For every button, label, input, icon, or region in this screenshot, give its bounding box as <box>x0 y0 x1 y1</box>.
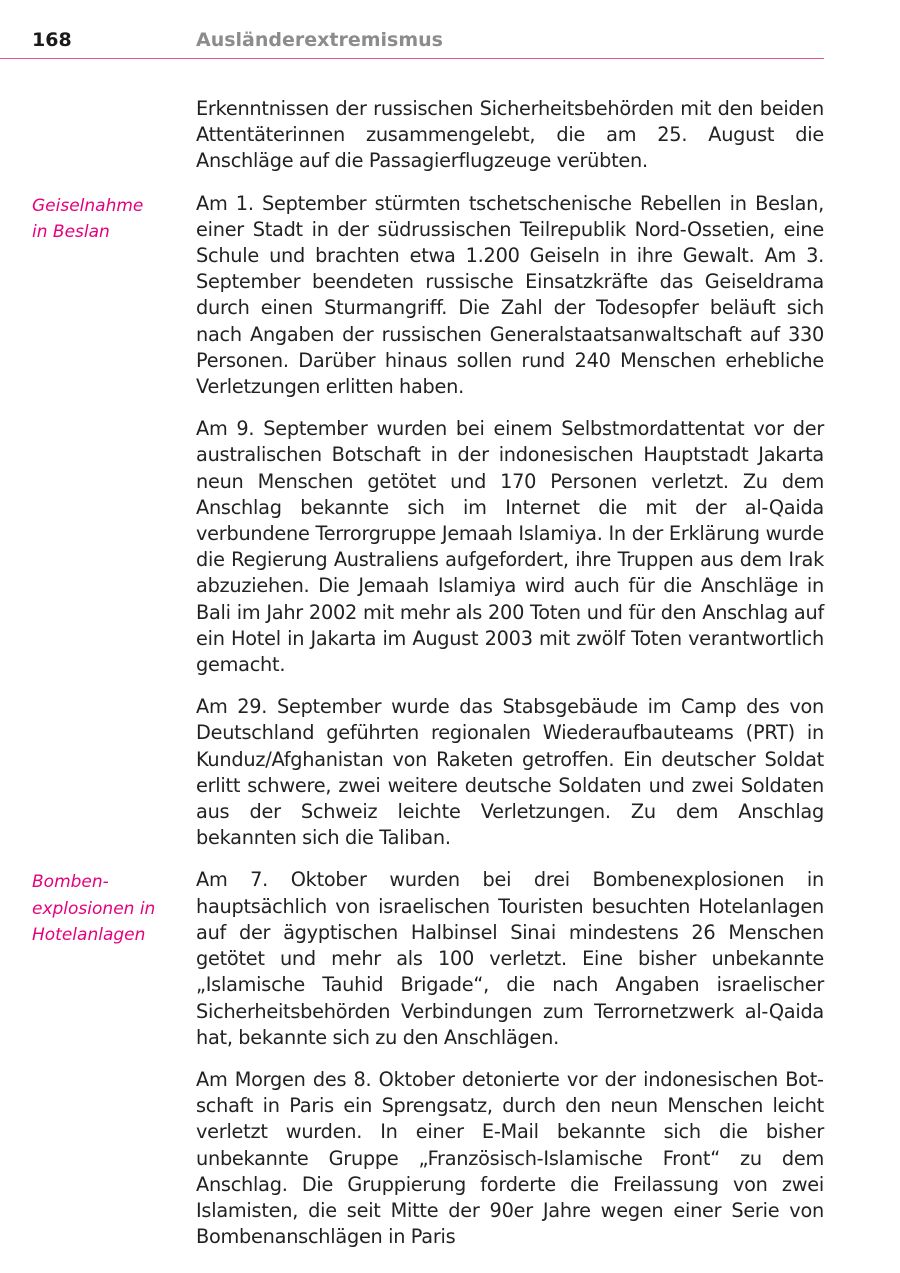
paragraph: Am 1. September stürmten tschetschenische Rebellen in Beslan, einer Stadt in der südrussischen Teilrepublik Nord-Ossetien, eine Schule und brachten etwa 1.200 Geiseln in ihre Gewalt. Am 3. September beendeten russische Einsatzkräfte das Geiseldrama durch einen Sturmangriff. Die Zahl der Todesopfer beläuft sich nach Angaben der russischen Generalstaatsanwaltschaft auf 330 Personen. Darüber hinaus sollen rund 240 Menschen erhebliche Verletzungen erlitten haben. <box>196 191 824 399</box>
page-number: 168 <box>32 29 72 51</box>
paragraph: Am 7. Oktober wurden bei drei Bombenexplosionen in hauptsächlich von israelischen Touristen besuchten Hotelanlagen auf der ägyptischen Halbinsel Sinai mindestens 26 Menschen getötet und mehr als 100 verletzt. Eine bisher unbekannte „Islamische Tauhid Brigade“, die nach Angaben israelischer Sicherheitsbehörden Verbindungen zum Terrornetzwerk al-Qaida hat, bekannte sich zu den Anschlägen. <box>196 868 824 1049</box>
paragraph: Erkenntnissen der russischen Sicherheitsbehörden mit den beiden Attentäterinnen zusammengelebt, die am 25. August die Anschläge auf die Passagierflugzeuge verübten. <box>196 97 824 173</box>
paragraph: Am 9. September wurden bei einem Selbstmordattentat vor der australischen Botschaft in der indonesischen Hauptstadt Jakarta neun Menschen getötet und 170 Personen verletzt. Zu dem Anschlag bekannte sich im Internet die mit der al-Qaida verbundene Terrorgruppe Jemaah Islamiya. In der Erklärung wurde die Regierung Australiens aufgefordert, ihre Truppen aus dem Irak abzuziehen. Die Jemaah Islamiya wird auch für die Anschläge in Bali im Jahr 2002 mit mehr als 200 Toten und für den Anschlag auf ein Hotel in Jakarta im August 2003 mit zwölf Toten verantwortlich gemacht. <box>196 417 824 677</box>
paragraph: Am 29. September wurde das Stabsgebäude im Camp des von Deutschland geführten regionalen Wiederaufbauteams (PRT) in Kunduz/Afghanistan von Raketen getroffen. Ein deutscher Soldat erlitt schwere, zwei weitere deutsche Soldaten und zwei Soldaten aus der Schweiz leichte Verletzungen. Zu dem Anschlag bekannten sich die Taliban. <box>196 695 824 850</box>
paragraph-block <box>196 694 824 851</box>
paragraph-block <box>196 96 824 175</box>
paragraph-block <box>32 867 824 1050</box>
marginal-note-beslan: Geiselnahme in Beslan <box>32 195 144 242</box>
marginal-note-sinai: Bomben- explosionen in Hotelanlagen <box>32 872 156 945</box>
running-title: Ausländerextremismus <box>196 29 443 51</box>
paragraph-block <box>196 416 824 678</box>
page-header <box>0 0 824 59</box>
paragraph-block <box>32 191 824 401</box>
paragraph-block <box>196 1067 824 1250</box>
paragraph: Am Morgen des 8. Oktober detonierte vor der indonesischen Botschaft in Paris ein Sprengsatz, durch den neun Menschen leicht verletzt wurden. In einer E-Mail bekannte sich die bisher unbekannte Gruppe „Französisch-Islamische Front“ zu dem Anschlag. Die Gruppierung forderte die Freilassung von zwei Islamisten, die seit Mitte der 90er Jahre wegen einer Serie von Bombenanschlägen in Paris <box>196 1067 824 1249</box>
main-text <box>32 96 824 1266</box>
